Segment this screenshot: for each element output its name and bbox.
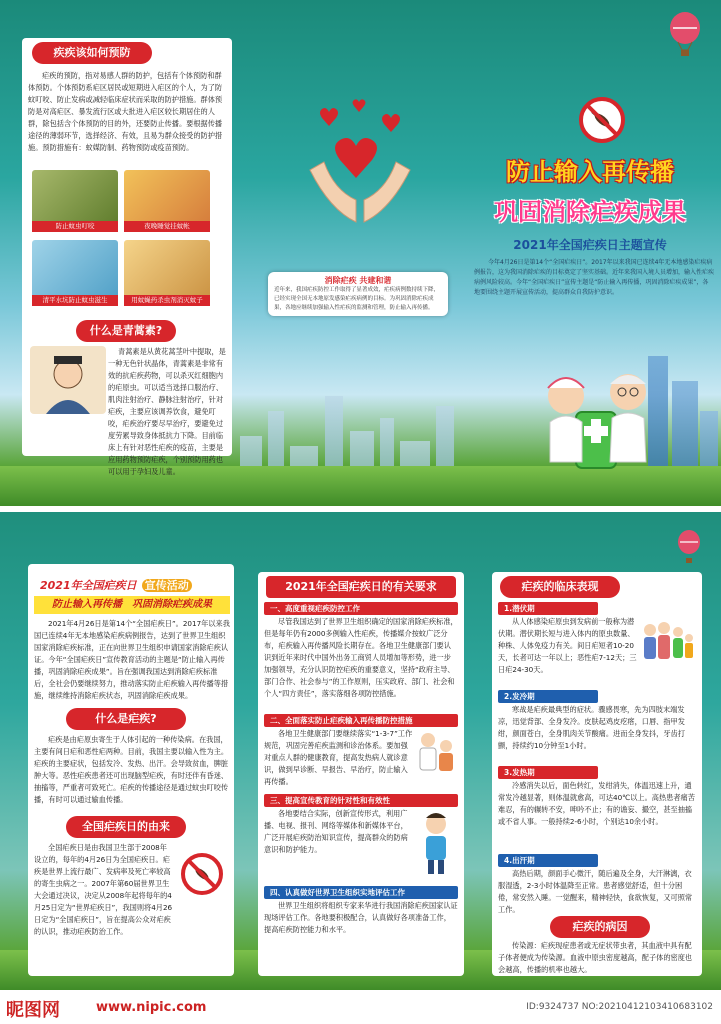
no-mosquito-icon [578,96,626,144]
section-title: 全国疟疾日的由来 [66,816,186,838]
section-title: 疟疾的病因 [550,916,650,938]
photo-clean-water [32,240,118,306]
malaria-day-origin-text: 全国疟疾日是由我国卫生部于2008年设立的，每年的4月26日为全国疟疾日。疟疾是世界上流行最广、发病率及死亡率较高的寄生虫病之一。2007年第60届世界卫生大会通过决议，决定从2008年起将每年的4月25日定为“世界疟疾日”，我国则将4月26日定为“全国疟疾日”，旨在提高公众对疟疾的认识，推动疟疾防治工作。 [34,843,173,936]
requirement-text: 世界卫生组织将组织专家来华进行我国消除疟疾国家认证现场评估工作。各地要积极配合，认真做好各项准备工作，提高疟疾防控能力和水平。 [264,901,458,934]
activity-header-word: 宣传活动 [142,579,192,592]
brochure-inside [0,512,721,990]
slogan-text: 近年来，我国疟疾防控工作取得了显著成效，疟疾病例数持续下降，已经实现全国无本地原发感染疟疾病例的目标。为巩固消除疟疾成果，各地应继续加强输入性疟疾的监测和管理，防止输入再传播。 [274,287,440,311]
section-title: 什么是疟疾? [66,708,186,730]
doctor-patient-illustration [414,730,458,782]
cover-title-2: 巩固消除疟疾成果 [494,198,686,226]
brochure-outside [0,0,721,506]
watermark-brand: 昵图网 [6,1000,60,1021]
clinical-text: 寒战是疟疾最典型的症状。骤感畏寒，先为四肢末端发凉，迅觉背部、全身发冷。皮肤起鸡皮疙瘩，口唇、指甲发绀，颜面苍白，全身肌肉关节酸痛。进而全身发抖，牙齿打颤，持续约10分钟至1小时。 [498,705,685,750]
photo-caption: 用蚊蝇药杀虫剂消灭蚊子 [124,295,210,306]
clinical-heading: 2.发冷期 [498,690,598,703]
photo-caption: 防止蚊虫叮咬 [32,221,118,232]
balloon-icon [676,530,702,566]
balloon-icon [668,12,702,58]
prevention-text: 疟疾的预防，指对易感人群的防护，包括有个体预防和群体预防。个体预防系疟区居民或短期进入疟区的个人，为了防蚊叮咬、防止发病或减轻临床症状而采取的防护措施。群体预防是对高疟区、暴发流行区或大批进入疟区较长期居住的人群，除包括含个体预防的目的外，还要防止传播。要根据传播途径的薄弱环节，选择经济、有效，且易为群众接受的防护措施。预防措施有：蚊媒防制、药物预防或疫苗预防。 [28,71,223,152]
family-illustration [640,616,696,672]
clinical-text: 从人体感染疟原虫到发病前一般称为潜伏期。潜伏期长短与进入体内的原虫数量、种株、人体免疫力有关。间日疟短者10-20天，长者可达一年以上；恶性疟7-12天；三日疟24-30天。 [498,617,637,674]
clinical-heading: 3.发热期 [498,766,598,779]
doctor-nurse-illustration [536,362,662,472]
cover-intro: 今年4月26日是第14个“全国疟疾日”。2017年以来我国已连续4年无本地感染疟疾病例报告，这为我国消除疟疾的目标奠定了坚实基础。近年来我国入境人员增加，输入性疟疾病例风险较高。今年“全国疟疾日”宣传主题是“防止输入再传播，巩固消除疟疾成果”，各地要围绕主题开展宣传活动，提高群众自我防护意识。 [474,259,715,296]
cover-title-1: 防止输入再传播 [506,158,674,186]
requirement-heading: 三、提高宣传教育的针对性和有效性 [264,794,458,807]
section-title: 疾疾该如何预防 [32,42,152,64]
requirement-heading: 二、全面落实防止疟疾输入再传播防控措施 [264,714,458,727]
activity-header [40,574,230,594]
child-illustration [414,810,458,876]
requirement-heading: 一、高度重视疟疾防控工作 [264,602,458,615]
photo-mosquito [32,170,118,232]
activity-header-year: 2021年全国疟疾日 [40,579,137,592]
scientist-illustration [30,346,106,414]
clinical-text: 高热后期，颜面手心微汗，随后遍及全身，大汗淋漓，衣服湿透，2-3小时体温降至正常。患者感觉舒适，但十分困倦，常安然入睡。一觉醒来，精神轻快，食欲恢复，又可照常工作。 [498,869,693,914]
hands-hearts-illustration [300,100,420,230]
clinical-heading: 1.潜伏期 [498,602,598,615]
photo-caption: 清平水坑防止蚊虫滋生 [32,295,118,306]
clinical-text: 冷感消失以后，面色转红，发绀消失，体温迅速上升，通常发冷越显著，则体温就愈高，可达40℃以上。高热患者痛苦难忍，有的辗转不安，呻吟不止；有的谵妄、撮空，甚至抽搐或不省人事。一般持续2-6小时，个别达10余小时。 [498,781,695,826]
section-title: 什么是青蒿素? [76,320,176,342]
slogan-badge [268,272,448,316]
photo-mosquito-net [124,170,210,232]
photo-caption: 夜晚睡觉挂蚊帐 [124,221,210,232]
requirement-text: 尽管我国达到了世界卫生组织确定的国家消除疟疾标准，但是每年仍有2000多例输入性疟疾，传播媒介按蚊广泛分布，疟疾输入再传播风险长期存在。各地卫生健康部门要认识到近年来时代中国外出务工商贸人员增加等形势，进一步加强领导，充分认识防控疟疾的重要意义，坚持“政府主导、部门合作、社会参与”的工作原则，压实政府、部门、社会和个人“四方责任”，落实落细各项防控措施。 [264,617,458,698]
requirement-text: 各地卫生健康部门要继续落实“1-3-7”工作规范，巩固完善疟疾监测和诊治体系。要加强对重点人群的健康教育，提高发热病人就诊意识，做到早诊断、早报告、早治疗，防止输入再传播。 [264,729,413,786]
activity-slogan: 防止输入再传播 巩固消除疟疾成果 [34,596,230,614]
clinical-heading: 4.出汗期 [498,854,598,867]
cover-subtitle: 2021年全国疟疾日主题宣传 [513,238,667,252]
cause-text: 传染源：疟疾现症患者或无症状带虫者，其血液中具有配子体者便成为传染源。血液中原虫密度越高，配子体的密度也会越高，传播的机率也越大。 [498,941,693,974]
image-id: ID:9324737 NO:20210412103410683102 [526,1002,713,1012]
watermark-bar [0,990,721,1024]
slogan-title: 消除疟疾 共建和谐 [324,276,392,285]
requirement-text: 各地要结合实际，创新宣传形式，利用广播、电视、报刊、网络等媒体和新媒体平台，广泛开展疟疾防治知识宣传，提高群众的防病意识和防护能力。 [264,809,408,854]
requirement-heading: 四、认真做好世界卫生组织实地评估工作 [264,886,458,899]
no-mosquito-icon [180,852,224,896]
malaria-definition-text: 疟疾是由疟原虫寄生于人体引起的一种传染病。在我国，主要有间日疟和恶性疟两种。目前，我国主要以输入性为主。疟疾的主要症状，包括发冷、发热、出汗。会导致贫血，脾脏肿大等。恶性疟疾患者还可出现脑型疟疾，有时还伴有昏迷、抽搐等，严重者可致死亡。疟疾的传播途径是通过蚊虫叮咬传播，有时可以通过输血传播。 [34,735,229,804]
section-title: 2021年全国疟疾日的有关要求 [266,576,456,598]
activity-text: 2021年4月26日是第14个“全国疟疾日”。2017年以来我国已连续4年无本地感染疟疾病例报告，达到了世界卫生组织国家消除疟疾标准，正在向世界卫生组织申请国家消除疟疾认证。今年“全国疟疾日”宣传教育活动的主题是“防止输入再传播，巩固消除疟疾成果”。旨在强调我国达到消除疟疾标准后，全社会仍要继续努力，推动落实防止疟疾输入再传播等措施，继续维持消除疟疾状态，巩固消除疟疾成果。 [34,619,230,700]
watermark-url: www.nipic.com [96,1000,207,1015]
section-title: 疟疾的临床表现 [500,576,620,598]
photo-insecticide [124,240,210,306]
qinghao-text: 青蒿素是从黄花蒿茎叶中提取，是一种无色针状晶体，青蒿素是非常有效的抗疟疾药物，可以杀灭红细胞内的疟原虫。可以适当选择口服治疗、肌肉注射治疗、静脉注射治疗，针对疟疾，主要应该调养饮食，避免叮咬，疟疾治疗要尽早治疗，要避免过度劳累导致身体抵抗力下降。目前临床上有针对恶性疟疾的疫苗，主要是应用药物预防疟疾，个别预防用药也可以用于孕妇及儿童。 [108,347,226,476]
